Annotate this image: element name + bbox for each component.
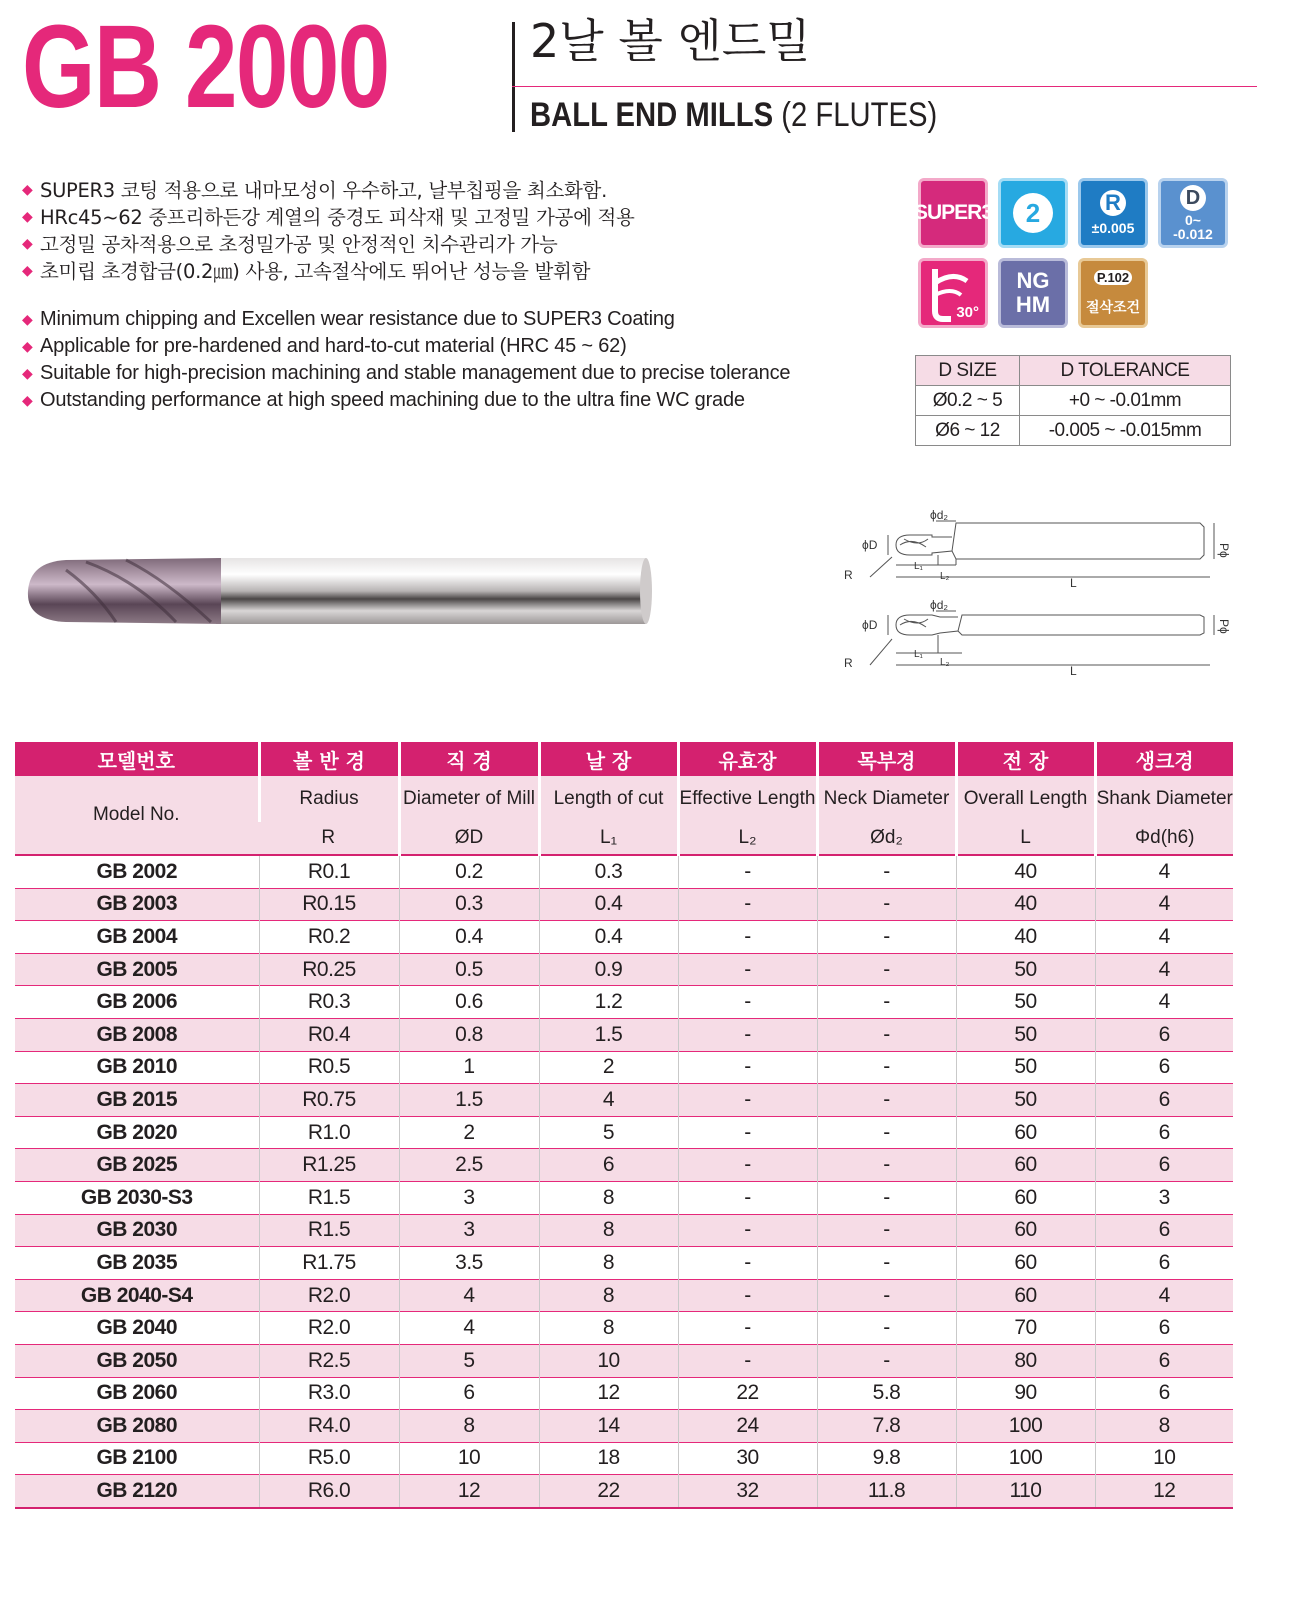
feature-item: ◆ HRc45~62 중프리하든강 계열의 중경도 피삭재 및 고정밀 가공에 적용 — [22, 204, 635, 231]
table-row — [15, 1214, 1233, 1247]
spec-cell: 0.4 — [399, 921, 539, 954]
spec-cell: - — [817, 953, 956, 986]
spec-cell: 12 — [1095, 1475, 1233, 1508]
label-radius: R — [844, 568, 853, 582]
model-number-cell: GB 2035 — [15, 1247, 259, 1280]
spec-cell: R3.0 — [259, 1377, 399, 1410]
model-number-cell: GB 2003 — [15, 888, 259, 921]
column-header: 목부경 — [817, 742, 956, 776]
radius-tolerance-icon — [1078, 178, 1148, 248]
table-row — [15, 1475, 1233, 1508]
spec-cell: - — [678, 986, 817, 1019]
spec-cell: 0.8 — [399, 1018, 539, 1051]
spec-cell: - — [817, 1312, 956, 1345]
table-row — [15, 1181, 1233, 1214]
spec-cell: 5 — [539, 1116, 678, 1149]
spec-cell: - — [678, 1149, 817, 1182]
table-row — [15, 986, 1233, 1019]
spec-cell: 12 — [399, 1475, 539, 1508]
title-korean: 2날 볼 엔드밀 — [530, 14, 811, 68]
title-rule — [512, 86, 1257, 87]
spec-cell: R1.5 — [259, 1181, 399, 1214]
spec-cell: 22 — [678, 1377, 817, 1410]
spec-cell: 14 — [539, 1410, 678, 1443]
badge-label: D — [1180, 185, 1206, 211]
spec-cell: 2 — [399, 1116, 539, 1149]
table-row — [15, 1442, 1233, 1475]
spec-cell: R0.75 — [259, 1084, 399, 1117]
spec-cell: 5.8 — [817, 1377, 956, 1410]
spec-cell: R1.0 — [259, 1116, 399, 1149]
spec-cell: R1.25 — [259, 1149, 399, 1182]
column-header: 날 장 — [539, 742, 678, 776]
column-symbol: ØD — [399, 822, 539, 855]
header-row-english — [15, 776, 1233, 822]
spec-cell: 1.2 — [539, 986, 678, 1019]
model-number-cell: GB 2020 — [15, 1116, 259, 1149]
spec-cell: R1.5 — [259, 1214, 399, 1247]
feature-item: ◆ Applicable for pre-hardened and hard-to-cut material (HRC 45 ~ 62) — [22, 333, 790, 360]
spec-cell: 6 — [1095, 1312, 1233, 1345]
spec-cell: - — [817, 1247, 956, 1280]
column-header: Radius — [259, 776, 399, 822]
spec-cell: - — [817, 1214, 956, 1247]
tool-shank — [216, 558, 646, 624]
badge-value: 30° — [956, 304, 979, 321]
spec-cell: 2.5 — [399, 1149, 539, 1182]
table-row — [15, 1149, 1233, 1182]
spec-cell: 8 — [539, 1312, 678, 1345]
spec-cell: - — [678, 1051, 817, 1084]
spec-cell: 8 — [1095, 1410, 1233, 1443]
column-symbol: Ød₂ — [817, 822, 956, 855]
badge-label: 절삭조건 — [1085, 298, 1141, 315]
spec-cell: 5 — [399, 1344, 539, 1377]
spec-cell: 4 — [1095, 1279, 1233, 1312]
spec-cell: 12 — [539, 1377, 678, 1410]
spec-cell: 6 — [399, 1377, 539, 1410]
spec-cell: - — [678, 1084, 817, 1117]
badge-label: NG — [1016, 268, 1050, 293]
spec-cell: 0.4 — [539, 888, 678, 921]
spec-cell: 6 — [1095, 1084, 1233, 1117]
spec-cell: R0.4 — [259, 1018, 399, 1051]
model-number-cell: GB 2008 — [15, 1018, 259, 1051]
spec-cell: - — [817, 855, 956, 888]
column-symbol: L — [956, 822, 1095, 855]
column-header: 유효장 — [678, 742, 817, 776]
spec-cell: - — [678, 1279, 817, 1312]
model-number-cell: GB 2040-S4 — [15, 1279, 259, 1312]
column-header: Shank Diameter — [1095, 776, 1233, 822]
spec-cell: R2.5 — [259, 1344, 399, 1377]
tolerance-header: D SIZE — [916, 356, 1020, 386]
column-header: Length of cut — [539, 776, 678, 822]
two-flutes-icon — [998, 178, 1068, 248]
spec-cell: 6 — [1095, 1051, 1233, 1084]
spec-cell: 0.6 — [399, 986, 539, 1019]
tool-photo — [26, 540, 656, 640]
label-length: L — [1070, 664, 1077, 677]
model-number-cell: GB 2015 — [15, 1084, 259, 1117]
label-neck-diameter: ϕd₂ — [930, 508, 949, 522]
model-number-cell: GB 2025 — [15, 1149, 259, 1182]
label-mill-diameter: ϕD — [862, 618, 878, 632]
spec-cell: - — [817, 1084, 956, 1117]
spec-cell: R1.75 — [259, 1247, 399, 1280]
tolerance-row — [916, 416, 1231, 446]
spec-cell: 60 — [956, 1149, 1095, 1182]
spec-cell: - — [817, 1279, 956, 1312]
spec-cell: 24 — [678, 1410, 817, 1443]
spec-cell: 22 — [539, 1475, 678, 1508]
spec-cell: 50 — [956, 953, 1095, 986]
label-mill-diameter: ϕD — [862, 538, 878, 552]
spec-cell: 6 — [539, 1149, 678, 1182]
label-shank: Pϕ — [1217, 543, 1231, 558]
table-row — [15, 953, 1233, 986]
model-number-cell: GB 2100 — [15, 1442, 259, 1475]
spec-cell: 8 — [399, 1410, 539, 1443]
spec-cell: R5.0 — [259, 1442, 399, 1475]
header-row-korean — [15, 742, 1233, 776]
spec-cell: 1.5 — [539, 1018, 678, 1051]
spec-cell: - — [817, 1018, 956, 1051]
spec-cell: 7.8 — [817, 1410, 956, 1443]
feature-item: ◆ 고정밀 공차적용으로 초정밀가공 및 안정적인 치수관리가 가능 — [22, 231, 635, 258]
spec-cell: 6 — [1095, 1116, 1233, 1149]
column-symbol: R — [259, 822, 399, 855]
spec-cell: 100 — [956, 1442, 1095, 1475]
spec-cell: - — [678, 1344, 817, 1377]
spec-cell: 4 — [1095, 855, 1233, 888]
spec-cell: 60 — [956, 1279, 1095, 1312]
table-row — [15, 921, 1233, 954]
spec-cell: 0.2 — [399, 855, 539, 888]
label-l1: L₁ — [914, 561, 923, 572]
badge-label: R — [1100, 190, 1126, 216]
label-l2: L₂ — [940, 571, 950, 582]
spec-cell: 0.9 — [539, 953, 678, 986]
spec-cell: - — [678, 888, 817, 921]
column-symbol: L₁ — [539, 822, 678, 855]
spec-cell: 0.4 — [539, 921, 678, 954]
spec-cell: - — [678, 1214, 817, 1247]
super3-coating-icon — [913, 178, 993, 248]
model-number-cell: GB 2006 — [15, 986, 259, 1019]
spec-cell: 3.5 — [399, 1247, 539, 1280]
spec-cell: - — [678, 953, 817, 986]
model-number-cell: GB 2040 — [15, 1312, 259, 1345]
spec-cell: - — [817, 1181, 956, 1214]
spec-cell: 11.8 — [817, 1475, 956, 1508]
feature-item: ◆ Minimum chipping and Excellen wear resistance due to SUPER3 Coating — [22, 306, 790, 333]
table-row — [15, 888, 1233, 921]
spec-cell: 40 — [956, 855, 1095, 888]
spec-cell: 40 — [956, 921, 1095, 954]
spec-cell: R0.5 — [259, 1051, 399, 1084]
label-radius: R — [844, 656, 853, 670]
column-header: 생크경 — [1095, 742, 1233, 776]
material-grade-icon — [998, 258, 1068, 328]
spec-cell: 4 — [1095, 986, 1233, 1019]
spec-cell: - — [678, 921, 817, 954]
table-row — [15, 1116, 1233, 1149]
spec-cell: 4 — [399, 1312, 539, 1345]
spec-cell: 10 — [399, 1442, 539, 1475]
column-header: Diameter of Mill — [399, 776, 539, 822]
spec-cell: 50 — [956, 986, 1095, 1019]
table-row — [15, 1312, 1233, 1345]
spec-cell: 18 — [539, 1442, 678, 1475]
spec-cell: 6 — [1095, 1247, 1233, 1280]
spec-cell: 0.3 — [399, 888, 539, 921]
badge-value: 0~ — [1185, 212, 1201, 228]
column-header: 볼 반 경 — [259, 742, 399, 776]
table-row — [15, 1051, 1233, 1084]
spec-cell: 4 — [1095, 921, 1233, 954]
spec-cell: 4 — [1095, 888, 1233, 921]
spec-cell: - — [817, 921, 956, 954]
column-header: Neck Diameter — [817, 776, 956, 822]
spec-cell: 10 — [1095, 1442, 1233, 1475]
spec-cell: 0.3 — [539, 855, 678, 888]
badge-label: 2 — [1013, 193, 1053, 233]
label-shank: Pϕ — [1217, 619, 1231, 634]
spec-cell: 50 — [956, 1051, 1095, 1084]
spec-cell: - — [678, 1116, 817, 1149]
spec-cell: R0.15 — [259, 888, 399, 921]
spec-cell: 6 — [1095, 1149, 1233, 1182]
column-header: Model No. — [15, 776, 259, 855]
spec-cell: - — [678, 1018, 817, 1051]
spec-cell: 8 — [539, 1181, 678, 1214]
spec-cell: 90 — [956, 1377, 1095, 1410]
model-number-cell: GB 2060 — [15, 1377, 259, 1410]
tolerance-table — [915, 355, 1231, 446]
spec-cell: 1.5 — [399, 1084, 539, 1117]
tolerance-header-row — [916, 356, 1231, 386]
spec-cell: - — [817, 1149, 956, 1182]
feature-list-korean — [22, 177, 635, 285]
spec-cell: - — [678, 1247, 817, 1280]
column-header: 전 장 — [956, 742, 1095, 776]
spec-cell: 70 — [956, 1312, 1095, 1345]
spec-cell: 4 — [399, 1279, 539, 1312]
spec-cell: 32 — [678, 1475, 817, 1508]
model-number-cell: GB 2004 — [15, 921, 259, 954]
spec-cell: 2 — [539, 1051, 678, 1084]
title-divider — [512, 22, 515, 132]
spec-cell: 6 — [1095, 1377, 1233, 1410]
spec-cell: - — [678, 1312, 817, 1345]
spec-cell: 4 — [1095, 953, 1233, 986]
table-row — [15, 1344, 1233, 1377]
table-row — [15, 855, 1233, 888]
cutting-conditions-icon — [1078, 258, 1148, 328]
feature-item: ◆ SUPER3 코팅 적용으로 내마모성이 우수하고, 날부칩핑을 최소화함. — [22, 177, 635, 204]
column-header: Overall Length — [956, 776, 1095, 822]
spec-cell: 0.5 — [399, 953, 539, 986]
model-number-cell: GB 2030 — [15, 1214, 259, 1247]
spec-cell: - — [678, 855, 817, 888]
column-symbol: Φd(h6) — [1095, 822, 1233, 855]
spec-cell: - — [817, 888, 956, 921]
helix-angle-icon — [918, 258, 988, 328]
tolerance-header: D TOLERANCE — [1020, 356, 1231, 386]
spec-cell: 60 — [956, 1214, 1095, 1247]
table-row — [15, 1377, 1233, 1410]
spec-cell: 60 — [956, 1247, 1095, 1280]
spec-cell: 3 — [399, 1181, 539, 1214]
spec-cell: - — [817, 1344, 956, 1377]
model-number-cell: GB 2005 — [15, 953, 259, 986]
tolerance-cell: -0.005 ~ -0.015mm — [1020, 416, 1231, 446]
table-row — [15, 1279, 1233, 1312]
spec-cell: 30 — [678, 1442, 817, 1475]
spec-cell: 40 — [956, 888, 1095, 921]
badge-page: P.102 — [1094, 270, 1132, 285]
table-row — [15, 1410, 1233, 1443]
spec-cell: - — [817, 986, 956, 1019]
spec-cell: R0.25 — [259, 953, 399, 986]
spec-cell: 6 — [1095, 1018, 1233, 1051]
tolerance-cell: Ø6 ~ 12 — [916, 416, 1020, 446]
tolerance-cell: +0 ~ -0.01mm — [1020, 386, 1231, 416]
spec-table — [15, 742, 1233, 1509]
model-number-cell: GB 2080 — [15, 1410, 259, 1443]
spec-cell: 4 — [539, 1084, 678, 1117]
spec-cell: 10 — [539, 1344, 678, 1377]
spec-cell: 100 — [956, 1410, 1095, 1443]
spec-cell: - — [678, 1181, 817, 1214]
model-number-cell: GB 2030-S3 — [15, 1181, 259, 1214]
spec-cell: R0.2 — [259, 921, 399, 954]
dimension-diagram — [840, 507, 1240, 677]
spec-cell: R2.0 — [259, 1312, 399, 1345]
spec-cell: 80 — [956, 1344, 1095, 1377]
spec-cell: 6 — [1095, 1214, 1233, 1247]
model-number-cell: GB 2010 — [15, 1051, 259, 1084]
spec-cell: - — [817, 1051, 956, 1084]
spec-cell: 60 — [956, 1181, 1095, 1214]
spec-cell: R2.0 — [259, 1279, 399, 1312]
label-neck-diameter: ϕd₂ — [930, 598, 949, 612]
spec-cell: 8 — [539, 1279, 678, 1312]
spec-cell: 50 — [956, 1084, 1095, 1117]
spec-cell: - — [817, 1116, 956, 1149]
title-english-sub: (2 FLUTES) — [773, 96, 938, 134]
badge-value: ±0.005 — [1091, 220, 1135, 236]
diameter-tolerance-icon — [1158, 178, 1228, 248]
model-number-cell: GB 2120 — [15, 1475, 259, 1508]
column-symbol: L₂ — [678, 822, 817, 855]
spec-cell: 3 — [399, 1214, 539, 1247]
badge-label: HM — [1015, 292, 1051, 317]
feature-list-english — [22, 306, 790, 414]
table-row — [15, 1084, 1233, 1117]
badge-label: SUPER3 — [913, 201, 993, 224]
spec-cell: 50 — [956, 1018, 1095, 1051]
feature-item: ◆ Suitable for high-precision machining and stable management due to precise tolerance — [22, 360, 790, 387]
spec-cell: 3 — [1095, 1181, 1233, 1214]
spec-cell: 60 — [956, 1116, 1095, 1149]
label-length: L — [1070, 576, 1077, 590]
spec-cell: 8 — [539, 1247, 678, 1280]
model-number-cell: GB 2050 — [15, 1344, 259, 1377]
table-row — [15, 1018, 1233, 1051]
feature-item: ◆ Outstanding performance at high speed machining due to the ultra fine WC grade — [22, 387, 790, 414]
spec-cell: 1 — [399, 1051, 539, 1084]
tool-flutes — [28, 558, 221, 624]
table-row — [15, 1247, 1233, 1280]
column-header: 직 경 — [399, 742, 539, 776]
model-number-cell: GB 2002 — [15, 855, 259, 888]
spec-cell: 6 — [1095, 1344, 1233, 1377]
spec-cell: R0.3 — [259, 986, 399, 1019]
label-l1: L₁ — [914, 649, 923, 660]
column-header: 모델번호 — [15, 742, 259, 776]
spec-cell: 9.8 — [817, 1442, 956, 1475]
model-title: GB 2000 — [22, 1, 389, 133]
column-header: Effective Length — [678, 776, 817, 822]
title-english-main: BALL END MILLS — [530, 96, 774, 134]
spec-table-body — [15, 855, 1233, 1508]
spec-cell: 110 — [956, 1475, 1095, 1508]
tolerance-row — [916, 386, 1231, 416]
spec-cell: 8 — [539, 1214, 678, 1247]
feature-item: ◆ 초미립 초경합금(0.2㎛) 사용, 고속절삭에도 뛰어난 성능을 발휘함 — [22, 258, 635, 285]
spec-cell: R0.1 — [259, 855, 399, 888]
spec-cell: R4.0 — [259, 1410, 399, 1443]
title-english — [530, 98, 937, 132]
tolerance-cell: Ø0.2 ~ 5 — [916, 386, 1020, 416]
spec-cell: R6.0 — [259, 1475, 399, 1508]
label-l2: L₂ — [940, 657, 950, 668]
badge-value: -0.012 — [1173, 226, 1213, 242]
